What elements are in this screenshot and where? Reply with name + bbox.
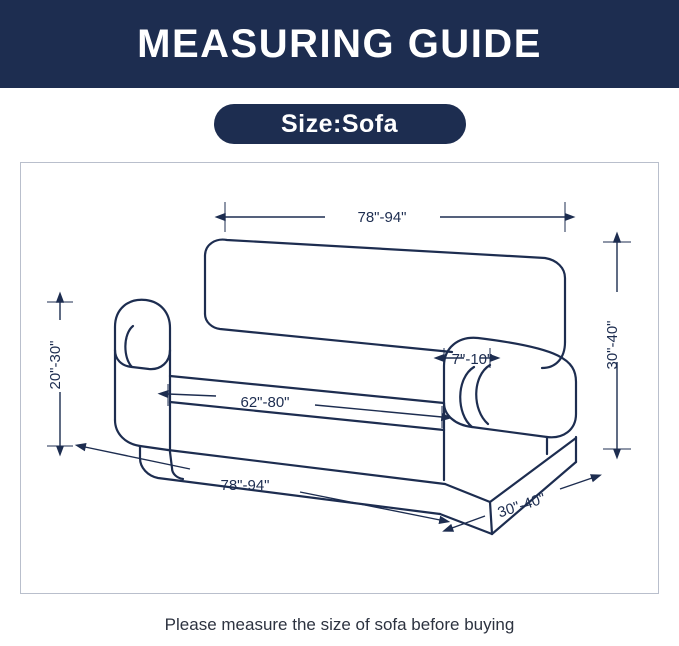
sofa-outline — [115, 240, 576, 534]
dim-label-right-height: 30"-40" — [604, 320, 621, 370]
dim-label-arm-width: 7"-10" — [451, 351, 493, 368]
dimension-labels — [47, 209, 621, 521]
dim-label-depth: 30"-40" — [495, 490, 548, 522]
dim-label-top-width: 78"-94" — [357, 209, 407, 226]
header-bar — [0, 0, 679, 88]
page-title: MEASURING GUIDE — [137, 21, 542, 66]
dim-label-seat-width: 62"-80" — [240, 394, 290, 411]
size-badge-label: Size:Sofa — [280, 109, 399, 138]
sofa-diagram — [20, 162, 659, 594]
dimension-lines — [47, 202, 631, 528]
dim-label-left-height: 20"-30" — [47, 340, 64, 390]
size-badge — [214, 104, 466, 144]
dim-label-bottom-width: 78"-94" — [220, 477, 270, 494]
footer-note: Please measure the size of sofa before buying — [164, 615, 515, 634]
